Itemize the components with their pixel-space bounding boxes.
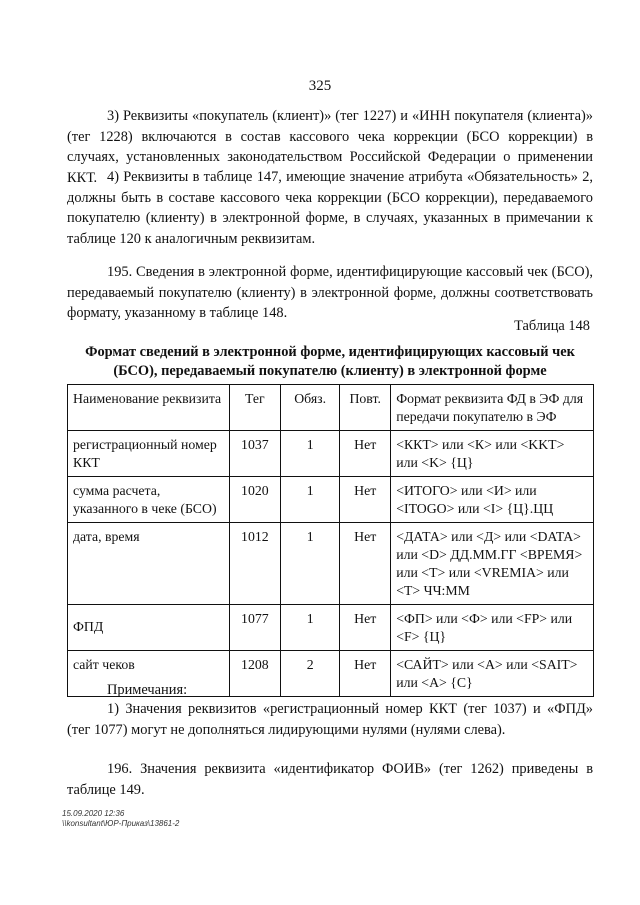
header-format: Формат реквизита ФД в ЭФ для передачи покупателю в ЭФ xyxy=(391,385,594,431)
header-repeat: Повт. xyxy=(340,385,391,431)
cell-format: <ККТ> или <К> или <KKT> или <K> {Ц} xyxy=(391,431,594,477)
cell-repeat: Нет xyxy=(340,605,391,651)
table-row xyxy=(68,477,594,523)
table-title: Формат сведений в электронной форме, идентифицирующих кассовый чек (БСО), передаваемый покупателю (клиенту) в электронной форме xyxy=(85,344,575,379)
table-number: Таблица 148 xyxy=(514,318,590,334)
cell-format: <ДАТА> или <Д> или <DATA> или <D> ДД.ММ.ГГ <ВРЕМЯ> или <Т> или <VREMIA> или <T> ЧЧ:ММ xyxy=(391,523,594,605)
footer-stamp xyxy=(62,809,179,829)
paragraph-item-4: 4) Реквизиты в таблице 147, имеющие значение атрибута «Обязательность» 2, должны быть в составе кассового чека коррекции (БСО коррекции), передаваемого покупателю (клиенту) в электронной форме, в случаях, указанных в примечании к таблице 120 к аналогичным реквизитам. xyxy=(67,169,593,247)
table-row xyxy=(68,431,594,477)
cell-required: 1 xyxy=(281,431,340,477)
requisites-table xyxy=(67,384,594,697)
paragraph-196: 196. Значения реквизита «идентификатор ФОИВ» (тег 1262) приведены в таблице 149. xyxy=(67,761,593,798)
header-name: Наименование реквизита xyxy=(68,385,230,431)
cell-required: 1 xyxy=(281,523,340,605)
cell-repeat: Нет xyxy=(340,523,391,605)
cell-name: дата, время xyxy=(68,523,230,605)
notes-heading: Примечания: xyxy=(107,682,188,698)
cell-required: 2 xyxy=(281,651,340,697)
cell-tag: 1208 xyxy=(229,651,280,697)
cell-format: <ИТОГО> или <И> или <ITOGO> или <I> {Ц}.ЦЦ xyxy=(391,477,594,523)
table-header-row xyxy=(68,385,594,431)
table-row xyxy=(68,605,594,651)
cell-name: сумма расчета, указанного в чеке (БСО) xyxy=(68,477,230,523)
cell-format: <САЙТ> или <А> или <SAIT> или <A> {С} xyxy=(391,651,594,697)
footer-date: 15.09.2020 12:36 xyxy=(62,809,125,818)
cell-name: сайт чеков xyxy=(68,651,230,697)
cell-repeat: Нет xyxy=(340,477,391,523)
paragraph-195: 195. Сведения в электронной форме, идентифицирующие кассовый чек (БСО), передаваемый покупателю (клиенту) в электронной форме, должны соответствовать формату, указанному в таблице 148. xyxy=(67,264,593,321)
cell-required: 1 xyxy=(281,605,340,651)
paragraph-item-3: 3) Реквизиты «покупатель (клиент)» (тег 1227) и «ИНН покупателя (клиента)» (тег 1228) включаются в состав кассового чека коррекции (БСО коррекции) в случаях, установленных законодательством Российской Федерации о применении ККТ. xyxy=(67,108,593,186)
cell-required: 1 xyxy=(281,477,340,523)
header-tag: Тег xyxy=(229,385,280,431)
cell-name: регистрационный номер ККТ xyxy=(68,431,230,477)
cell-tag: 1037 xyxy=(229,431,280,477)
cell-repeat: Нет xyxy=(340,431,391,477)
note-1: 1) Значения реквизитов «регистрационный номер ККТ (тег 1037) и «ФПД» (тег 1077) могут не дополняться лидирующими нулями (нулями слева). xyxy=(67,701,593,738)
cell-name: ФПД xyxy=(68,605,230,651)
page-number: 325 xyxy=(308,78,332,94)
header-required: Обяз. xyxy=(281,385,340,431)
footer-path: \\konsultant\ЮР-Приказ\13861-2 xyxy=(62,819,180,828)
cell-tag: 1012 xyxy=(229,523,280,605)
table-row xyxy=(68,523,594,605)
cell-tag: 1020 xyxy=(229,477,280,523)
cell-format: <ФП> или <Ф> или <FP> или <F> {Ц} xyxy=(391,605,594,651)
cell-tag: 1077 xyxy=(229,605,280,651)
cell-repeat: Нет xyxy=(340,651,391,697)
